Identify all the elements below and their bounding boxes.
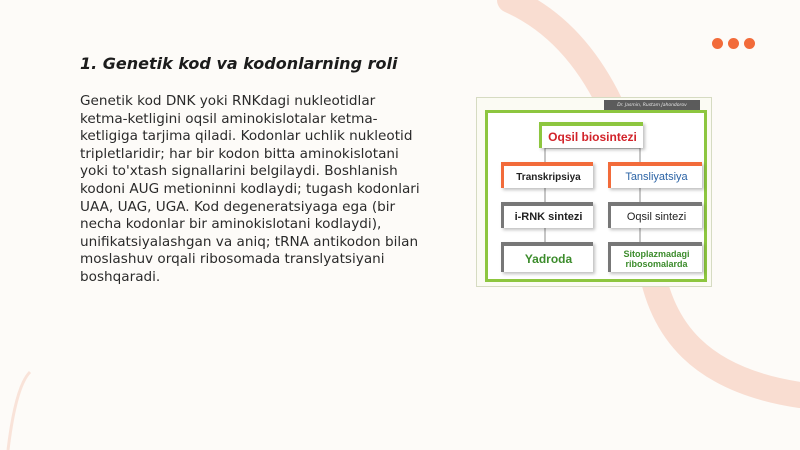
dot [728,38,739,49]
protein-synthesis-box [608,202,702,228]
nucleus-label: Yadroda [524,252,573,266]
slide-title: 1. Genetik kod va kodonlarning roli [80,54,398,73]
translation-label: Tansliyatsiya [625,171,688,183]
dot [712,38,723,49]
protein-biosynthesis-diagram [476,97,712,287]
dot [744,38,755,49]
figure-header: Dr. Jasmin, Rustam Jahondorov [604,100,700,111]
ribosomes-label: Sitoplazmadagi ribosomalarda [623,249,690,269]
mrna-synthesis-box [501,202,593,228]
root-label: Oqsil biosintezi [548,130,637,144]
protein-synthesis-label: Oqsil sintezi [626,211,687,223]
slide-body-text: Genetik kod DNK yoki RNKdagi nukleotidlar ketma-ketligini oqsil aminokislotalar ketma-ketligiga tarjima qiladi. Kodonlar uchlik nukleotid tripletlaridir; har bir kodon bitta aminokislotani yoki to'xtash signallarini belgilaydi. Boshlanish kodoni AUG metioninni kodlaydi; tugash kodonlari UAA, UAG, UGA. Kod degeneratsiyaga ega (bir necha kodonlar bir aminokislotani kodlaydi), unifikatsiyalashgan va aniq; tRNA antikodon bilan moslashuv orqali ribosomada translyatsiyani boshqaradi. [80,93,420,285]
translation-box [608,162,702,188]
root-box [539,122,643,148]
ribosomes-box [608,242,702,272]
transcription-label: Transkripsiya [516,171,581,183]
menu-dots-icon[interactable] [712,38,755,49]
nucleus-box [501,242,593,272]
mrna-synthesis-label: i-RNK sintezi [514,211,583,223]
transcription-box [501,162,593,188]
